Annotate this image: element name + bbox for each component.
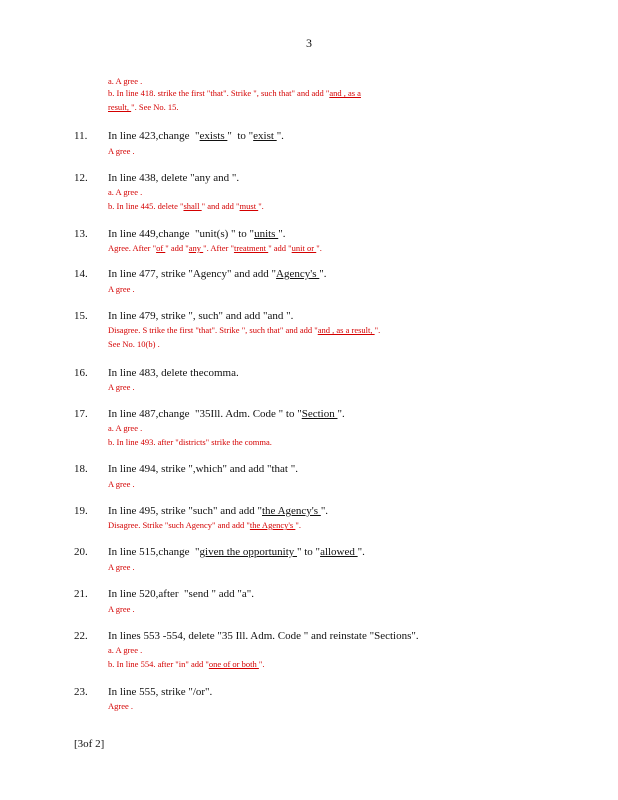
sub-note: A gree . [108,479,135,489]
item-text: In line 487,change "35Ill. Adm. Code " to "Section ". [108,408,345,420]
page-footer: [3of 2] [74,738,105,750]
sub-note-b: b. In line 418. strike the first "that". Strike ", such that" and add "and , as a [108,88,361,98]
sub-note: Agree . [108,701,134,711]
item-text: In line 479, strike ", such" and add "and ". [108,310,294,322]
sub-note-b-cont: result, ". See No. 15. [108,102,179,112]
item-text: In line 483, delete thecomma. [108,367,239,379]
sub-note: A gree . [108,604,135,614]
item-text: In line 515,change "given the opportunity " to "allowed ". [108,546,365,558]
sub-note: A gree . [108,562,135,572]
item-text: In line 495, strike "such" and add "the Agency's ". [108,505,329,517]
item-text: In lines 553 -554, delete "35 Ill. Adm. Code " and reinstate "Sections". [108,630,419,642]
sub-note-b: b. In line 554. after "in" add "one of or both ". [108,659,265,669]
sub-note: Agree. After "of " add "any ". After "treatment " add "unit or ". [108,243,322,253]
sub-note-a: a. A gree . [108,423,143,433]
sub-note: A gree . [108,284,135,294]
page-number: 3 [306,36,312,50]
item-text: In line 555, strike "/or". [108,686,213,698]
sub-note-a: a. A gree . [108,645,143,655]
sub-note: Disagree. S trike the first "that". Strike ", such that" and add "and , as a result, ". [108,325,381,335]
sub-note-b: b. In line 445. delete "shall " and add "must ". [108,201,264,211]
item-text: In line 477, strike "Agency" and add "Agency's ". [108,268,327,280]
item-text: In line 449,change "unit(s) " to "units ". [108,228,286,240]
sub-note: A gree . [108,382,135,392]
sub-note: Disagree. Strike "such Agency" and add "the Agency's ". [108,520,301,530]
sub-note: A gree . [108,146,135,156]
sub-note-a: a. A gree . [108,187,143,197]
sub-note-cont: See No. 10(b) . [108,339,160,349]
item-text: In line 438, delete "any and ". [108,172,240,184]
sub-note-a: a. A gree . [108,76,143,86]
item-text: In line 494, strike ",which" and add "that ". [108,463,298,475]
item-text: In line 520,after "send " add "a". [108,588,254,600]
sub-note-b: b. In line 493. after "districts" strike the comma. [108,437,272,447]
item-text: In line 423,change "exists " to "exist ". [108,130,284,142]
